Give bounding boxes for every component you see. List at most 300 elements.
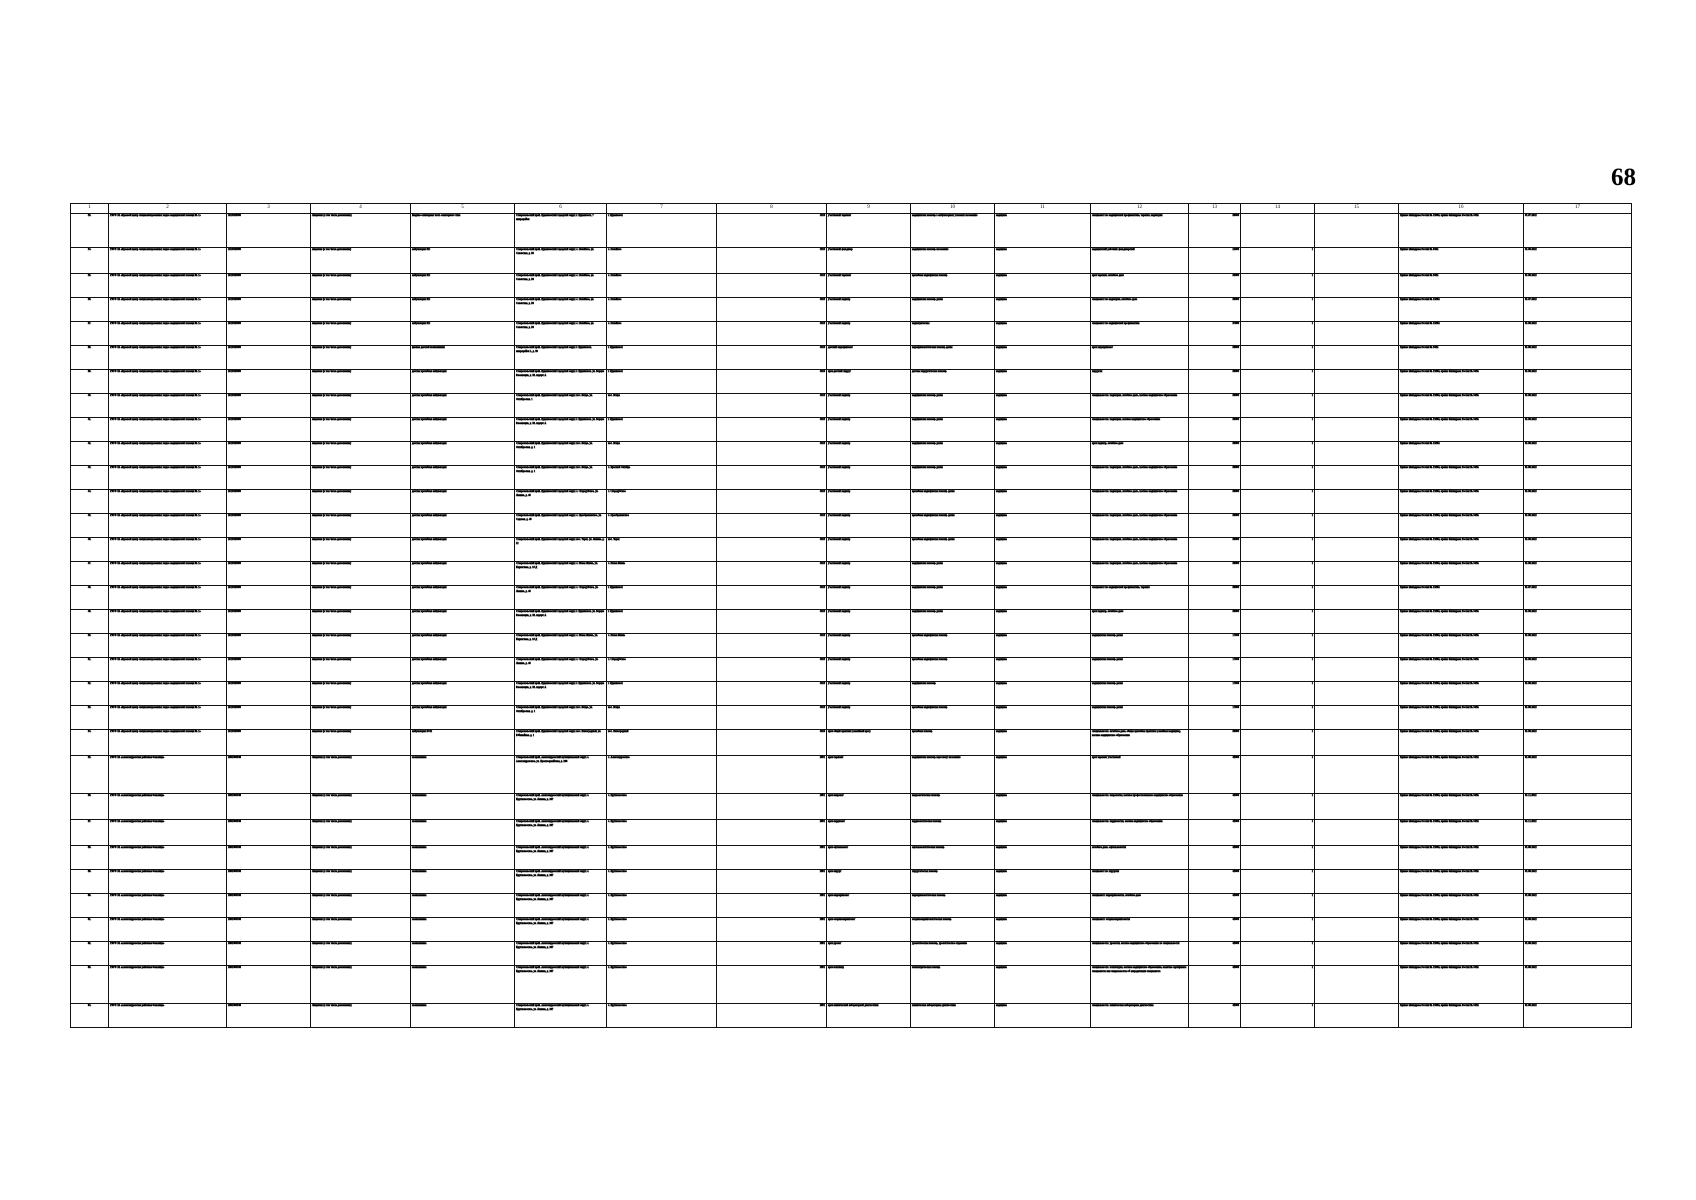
cell-text: Лицензия (в том числе дополнения) — [312, 942, 352, 945]
cell-text: Ставропольский край, Буденновский городской округ, пос. Искра, ул. Октябрьская, д. 1 — [516, 706, 593, 714]
table-cell — [1189, 706, 1241, 730]
table-cell — [109, 870, 227, 894]
table-cell — [1189, 346, 1241, 370]
table-cell — [995, 634, 1091, 658]
cell-text: поликлиника — [412, 966, 427, 969]
cell-text: педиатрическая — [912, 322, 930, 325]
cell-text: 37. — [87, 322, 92, 325]
cell-text: 01.08.2022 — [1525, 514, 1537, 517]
table-cell — [607, 1004, 717, 1028]
table-cell — [1399, 942, 1524, 966]
table-cell — [607, 794, 717, 820]
table-cell — [411, 918, 515, 942]
cell-text: 1 — [1311, 658, 1313, 661]
cell-text: 49. — [87, 610, 92, 613]
cell-text: 01.11.2022 — [1525, 820, 1537, 823]
table-cell — [515, 794, 607, 820]
cell-text: детский эндокринолог — [828, 346, 853, 349]
table-cell — [411, 966, 515, 1004]
cell-text: 2615020500 — [228, 274, 241, 277]
cell-text: медицина — [996, 756, 1007, 759]
cell-text: Лицензия (в том числе дополнения) — [312, 846, 352, 849]
cell-text: лицензия (в том числе дополнения) — [312, 562, 352, 565]
cell-text: лицензия (в том числе дополнения) — [312, 586, 352, 589]
cell-text: 2601 — [819, 794, 825, 797]
table-cell — [607, 756, 717, 794]
cell-text: Приказ Минздрава России № 1339н, приказ Минздрава России № 543н — [1400, 894, 1479, 897]
table-cell — [411, 586, 515, 610]
table-cell — [311, 756, 411, 794]
cell-text: ГБУЗ СК «Александровская районная больница» — [110, 966, 165, 969]
cell-text: лицензия (в том числе дополнения) — [312, 370, 352, 373]
cell-text: Приказ Минздрава России № 1339н, приказ Минздрава России № 543н — [1400, 756, 1479, 759]
table-cell — [1241, 894, 1315, 918]
table-cell — [607, 658, 717, 682]
cell-text: медицина — [996, 214, 1007, 217]
table-cell — [411, 298, 515, 322]
cell-text: Приказ Минздрава России № 543н — [1400, 346, 1439, 349]
table-cell — [311, 562, 411, 586]
table-cell — [1091, 418, 1189, 442]
cell-text: Ставропольский край, Александровский муниципальный округ, с. Александровское, ул. Красноармейская, д. 296 — [516, 756, 590, 764]
table-cell — [1189, 322, 1241, 346]
table-cell — [227, 298, 311, 322]
cell-text: 54. — [87, 730, 92, 733]
table-cell — [515, 418, 607, 442]
cell-text: 2601000548 — [228, 846, 241, 849]
cell-text: с. Круглолесское — [608, 870, 627, 873]
cell-text: с. Красный Октябрь — [608, 466, 631, 469]
cell-text: лицензия (в том числе дополнения) — [312, 706, 352, 709]
cell-text: Ставропольский край, Александровский муниципальный округ, с. Круглолесское, ул. Ленина, д. 287 — [516, 870, 590, 878]
table-cell — [827, 490, 911, 514]
table-cell — [827, 918, 911, 942]
table-cell — [911, 942, 995, 966]
table-cell — [515, 466, 607, 490]
table-cell — [995, 706, 1091, 730]
table-cell — [411, 322, 515, 346]
cell-text: 45000 — [1232, 756, 1239, 759]
cell-text: Приказ Минздрава России № 1339н, приказ Минздрава России № 543н — [1400, 214, 1479, 217]
cell-text: Приказ Минздрава России № 543н — [1400, 248, 1439, 251]
table-row — [71, 1004, 1632, 1028]
table-cell — [1399, 730, 1524, 756]
cell-text: 45000 — [1232, 966, 1239, 969]
table-cell — [227, 394, 311, 418]
table-cell — [1399, 1004, 1524, 1028]
cell-text: 2601000548 — [228, 942, 241, 945]
cell-text: врачебная медицинская помощь — [912, 274, 948, 277]
table-cell — [995, 370, 1091, 394]
cell-text: 58. — [87, 846, 92, 849]
cell-text: детская врачебная амбулатория — [412, 610, 447, 613]
cell-text: с. Новая Жизнь — [608, 634, 626, 637]
table-cell — [827, 274, 911, 298]
table-cell — [515, 730, 607, 756]
table-cell — [607, 514, 717, 538]
cell-text: медицинская помощь детям — [912, 394, 943, 397]
table-cell — [1399, 846, 1524, 870]
cell-text: пос. Искра — [608, 394, 620, 397]
table-cell — [995, 820, 1091, 846]
table-cell — [515, 248, 607, 274]
cell-text: лицензия (в том числе дополнения) — [312, 418, 352, 421]
cell-text: 01.08.2022 — [1525, 442, 1537, 445]
cell-text: лицензия (в том числе дополнения) — [312, 514, 352, 517]
table-cell — [1241, 298, 1315, 322]
table-cell — [1315, 870, 1399, 894]
cell-text: 45000 — [1232, 846, 1239, 849]
table-cell — [607, 214, 717, 248]
table-cell — [1315, 846, 1399, 870]
table-cell — [827, 394, 911, 418]
table-cell — [1524, 514, 1632, 538]
table-cell — [1241, 538, 1315, 562]
table-cell — [1241, 610, 1315, 634]
cell-text: Приказ Минздрава России № 1339н, приказ Минздрава России № 543н — [1400, 658, 1479, 661]
column-header: 6 — [515, 204, 607, 214]
cell-text: медицина — [996, 274, 1007, 277]
table-cell — [1241, 442, 1315, 466]
table-cell — [1315, 394, 1399, 418]
table-cell — [1091, 1004, 1189, 1028]
cell-text: специальность: педиатрия, лечебное дело, высшее медицинское образование — [1092, 562, 1178, 565]
table-cell — [515, 610, 607, 634]
cell-text: ГБУЗ СК «Александровская районная больница» — [110, 918, 165, 921]
cell-text: 2601 — [819, 846, 825, 849]
table-cell — [1091, 706, 1189, 730]
table-cell — [827, 682, 911, 706]
cell-text: 2615020500 — [228, 514, 241, 517]
table-cell — [911, 894, 995, 918]
column-header: 7 — [607, 204, 717, 214]
cell-text: 1 — [1311, 248, 1313, 251]
table-cell — [607, 586, 717, 610]
cell-text: 22000 — [1232, 248, 1239, 251]
table-cell — [71, 466, 109, 490]
cell-text: участковый педиатр — [828, 682, 851, 685]
cell-text: детская врачебная амбулатория — [412, 490, 447, 493]
cell-text: детская врачебная амбулатория — [412, 514, 447, 517]
table-cell — [1189, 442, 1241, 466]
table-cell — [1524, 730, 1632, 756]
table-cell — [1241, 1004, 1315, 1028]
cell-text: медицина — [996, 610, 1007, 613]
cell-text: 01.08.2022 — [1525, 846, 1537, 849]
table-cell — [995, 442, 1091, 466]
cell-text: 2615020500 — [228, 562, 241, 565]
cell-text: 1 — [1311, 442, 1313, 445]
table-cell — [911, 794, 995, 820]
table-cell — [1315, 918, 1399, 942]
cell-text: 1 — [1311, 870, 1313, 873]
table-cell — [1315, 418, 1399, 442]
table-cell — [1399, 870, 1524, 894]
table-cell — [227, 214, 311, 248]
cell-text: ГБУЗ СК «Краевой центр специализированных видов медицинской помощи № 1» — [110, 214, 201, 217]
table-cell — [71, 562, 109, 586]
cell-text: врач педиатр, лечебное дело — [1092, 442, 1124, 445]
cell-text: медицинская помощь взрослому населению — [912, 756, 961, 759]
cell-text: медицина — [996, 1004, 1007, 1007]
cell-text: 4510 — [819, 394, 825, 397]
table-cell — [607, 870, 717, 894]
cell-text: детская врачебная амбулатория — [412, 706, 447, 709]
table-cell — [71, 586, 109, 610]
table-header-row — [71, 204, 1632, 214]
cell-text: участковый педиатр — [828, 322, 851, 325]
cell-text: 4510 — [819, 370, 825, 373]
cell-text: 48. — [87, 586, 92, 589]
cell-text: 4510 — [819, 442, 825, 445]
cell-text: Приказ Минздрава России № 1339н, приказ Минздрава России № 543н — [1400, 514, 1479, 517]
table-cell — [995, 490, 1091, 514]
table-cell — [717, 586, 827, 610]
table-cell — [1241, 918, 1315, 942]
cell-text: 01.08.2022 — [1525, 490, 1537, 493]
cell-text: Приказ Минздрава России № 1339н, приказ Минздрава России № 543н — [1400, 820, 1479, 823]
table-cell — [71, 846, 109, 870]
table-row — [71, 942, 1632, 966]
table-cell — [1241, 248, 1315, 274]
cell-text: Приказ Минздрава России № 1339н — [1400, 322, 1440, 325]
table-cell — [109, 682, 227, 706]
table-cell — [227, 918, 311, 942]
table-cell — [1091, 634, 1189, 658]
cell-text: ГБУЗ СК «Краевой центр специализированных видов медицинской помощи № 1» — [110, 298, 201, 301]
table-cell — [515, 870, 607, 894]
table-cell — [995, 730, 1091, 756]
table-cell — [71, 634, 109, 658]
table-cell — [717, 610, 827, 634]
cell-text: эндокринологическая помощь — [912, 894, 946, 897]
column-header: 9 — [827, 204, 911, 214]
cell-text: 35000 — [1232, 274, 1239, 277]
table-cell — [515, 490, 607, 514]
cell-text: 01.08.2022 — [1525, 610, 1537, 613]
table-cell — [607, 634, 717, 658]
table-cell — [1091, 610, 1189, 634]
table-cell — [515, 658, 607, 682]
cell-text: специалист по медицинской профилактике, терапии — [1092, 586, 1150, 589]
table-cell — [311, 706, 411, 730]
cell-text: 2615020500 — [228, 730, 241, 733]
cell-text: Лицензия (в том числе дополнения) — [312, 820, 352, 823]
table-cell — [1091, 248, 1189, 274]
cell-text: психиатрическая помощь — [912, 966, 941, 969]
table-cell — [1315, 322, 1399, 346]
table-cell — [827, 248, 911, 274]
cell-text: Ставропольский край, Буденновский городской округ, с. Покойное, ул. Советская, д. 28 — [516, 274, 594, 282]
cell-text: медицинская помощь детям — [912, 298, 943, 301]
cell-text: врач-кардиолог — [828, 820, 845, 823]
cell-text: хирургия — [1092, 370, 1103, 373]
cell-text: с. Новая Жизнь — [608, 562, 626, 565]
table-cell — [827, 1004, 911, 1028]
table-cell — [227, 418, 311, 442]
table-cell — [515, 586, 607, 610]
table-cell — [1399, 418, 1524, 442]
table-row — [71, 730, 1632, 756]
table-cell — [827, 634, 911, 658]
cell-text: с. Круглолесское — [608, 966, 627, 969]
table-cell — [1524, 490, 1632, 514]
cell-text: медицина — [996, 794, 1007, 797]
table-cell — [1399, 756, 1524, 794]
table-cell — [717, 942, 827, 966]
cell-text: амбулатория ВП — [412, 298, 431, 301]
cell-text: 2601000548 — [228, 966, 241, 969]
table-cell — [1524, 322, 1632, 346]
table-cell — [411, 538, 515, 562]
cell-text: 2601 — [819, 1004, 825, 1007]
table-cell — [717, 794, 827, 820]
table-cell — [71, 610, 109, 634]
table-cell — [1189, 918, 1241, 942]
table-cell — [71, 248, 109, 274]
cell-text: детская врачебная амбулатория — [412, 634, 447, 637]
table-cell — [1189, 1004, 1241, 1028]
cell-text: Ставропольский край, Буденновский городской округ, г. Буденновск, ул. Борцов Революции, д. 33, корпус А — [516, 418, 605, 426]
table-cell — [607, 538, 717, 562]
cell-text: 1 — [1311, 942, 1313, 945]
table-cell — [1315, 730, 1399, 756]
table-cell — [1189, 538, 1241, 562]
cell-text: медицина — [996, 870, 1007, 873]
table-cell — [109, 466, 227, 490]
table-cell — [311, 538, 411, 562]
table-cell — [827, 846, 911, 870]
cell-text: 40. — [87, 394, 92, 397]
cell-text: специальность: педиатрия, лечебное дело, высшее медицинское образование — [1092, 514, 1178, 517]
table-cell — [1524, 634, 1632, 658]
cell-text: лицензия (в том числе дополнения) — [312, 322, 352, 325]
cell-text: 01.08.2022 — [1525, 634, 1537, 637]
table-cell — [911, 538, 995, 562]
cell-text: 55. — [87, 756, 92, 759]
table-cell — [109, 214, 227, 248]
table-cell — [1091, 274, 1189, 298]
table-cell — [227, 870, 311, 894]
table-cell — [515, 894, 607, 918]
table-cell — [109, 298, 227, 322]
table-cell — [995, 418, 1091, 442]
table-cell — [71, 918, 109, 942]
table-cell — [1189, 634, 1241, 658]
table-cell — [827, 586, 911, 610]
table-cell — [109, 756, 227, 794]
cell-text: поликлиника — [412, 1004, 427, 1007]
table-row — [71, 514, 1632, 538]
table-cell — [1315, 538, 1399, 562]
table-cell — [911, 442, 995, 466]
cell-text: эндокринологическая помощь детям — [912, 346, 953, 349]
table-cell — [71, 706, 109, 730]
table-cell — [227, 274, 311, 298]
table-cell — [1399, 274, 1524, 298]
table-cell — [1241, 682, 1315, 706]
table-cell — [911, 586, 995, 610]
table-cell — [717, 418, 827, 442]
cell-text: Приказ Минздрава России № 1339н, приказ Минздрава России № 543н — [1400, 634, 1479, 637]
table-cell — [607, 490, 717, 514]
cell-text: 45000 — [1232, 794, 1239, 797]
table-cell — [911, 394, 995, 418]
cell-text: 2615020500 — [228, 346, 241, 349]
table-cell — [1399, 248, 1524, 274]
cell-text: Ставропольский край, Александровский муниципальный округ, с. Круглолесское, ул. Ленина, д. 287 — [516, 966, 590, 974]
cell-text: 4510 — [819, 706, 825, 709]
table-cell — [109, 846, 227, 870]
cell-text: 01.08.2022 — [1525, 274, 1537, 277]
cell-text: 2615020500 — [228, 322, 241, 325]
table-cell — [109, 610, 227, 634]
table-cell — [1189, 730, 1241, 756]
table-cell — [311, 370, 411, 394]
table-cell — [1189, 794, 1241, 820]
cell-text: 4510 — [819, 322, 825, 325]
table-cell — [1241, 394, 1315, 418]
table-cell — [717, 394, 827, 418]
cell-text: ГБУЗ СК «Краевой центр специализированных видов медицинской помощи № 1» — [110, 538, 201, 541]
table-cell — [911, 466, 995, 490]
table-cell — [411, 466, 515, 490]
table-cell — [1315, 248, 1399, 274]
table-cell — [1189, 870, 1241, 894]
cell-text: Ставропольский край, Буденновский городской округ, пос. Искра, ул. Октябрьская, д. 1 — [516, 466, 593, 474]
table-cell — [1399, 610, 1524, 634]
table-cell — [717, 634, 827, 658]
cell-text: пос. Виноградный — [608, 730, 629, 733]
column-header: 4 — [311, 204, 411, 214]
table-cell — [1315, 756, 1399, 794]
cell-text: участковый педиатр — [828, 490, 851, 493]
table-cell — [827, 706, 911, 730]
table-cell — [1524, 586, 1632, 610]
cell-text: врач-хирург — [828, 870, 842, 873]
table-cell — [1091, 514, 1189, 538]
table-cell — [515, 846, 607, 870]
table-cell — [827, 466, 911, 490]
table-cell — [109, 562, 227, 586]
table-cell — [1091, 820, 1189, 846]
cell-text: Приказ Минздрава России № 1339н, приказ Минздрава России № 543н — [1400, 370, 1479, 373]
cell-text: 4510 — [819, 274, 825, 277]
table-cell — [1399, 794, 1524, 820]
table-cell — [1091, 794, 1189, 820]
cell-text: специальность: педиатрия, лечебное дело, высшее медицинское образование — [1092, 466, 1178, 469]
cell-text: г. Буденновск — [608, 418, 623, 421]
table-cell — [311, 846, 411, 870]
cell-text: 2601 — [819, 942, 825, 945]
cell-text: 1 — [1311, 298, 1313, 301]
cell-text: лицензия (в том числе дополнения) — [312, 298, 352, 301]
table-cell — [911, 346, 995, 370]
table-cell — [109, 370, 227, 394]
table-cell — [109, 538, 227, 562]
table-cell — [1399, 634, 1524, 658]
cell-text: 36. — [87, 298, 92, 301]
table-cell — [1524, 442, 1632, 466]
table-cell — [515, 966, 607, 1004]
cell-text: 01.08.2022 — [1525, 322, 1537, 325]
table-cell — [1399, 562, 1524, 586]
cell-text: хирургическая помощь — [912, 870, 938, 873]
table-cell — [411, 706, 515, 730]
table-cell — [109, 894, 227, 918]
column-header: 12 — [1091, 204, 1189, 214]
table-row — [71, 466, 1632, 490]
